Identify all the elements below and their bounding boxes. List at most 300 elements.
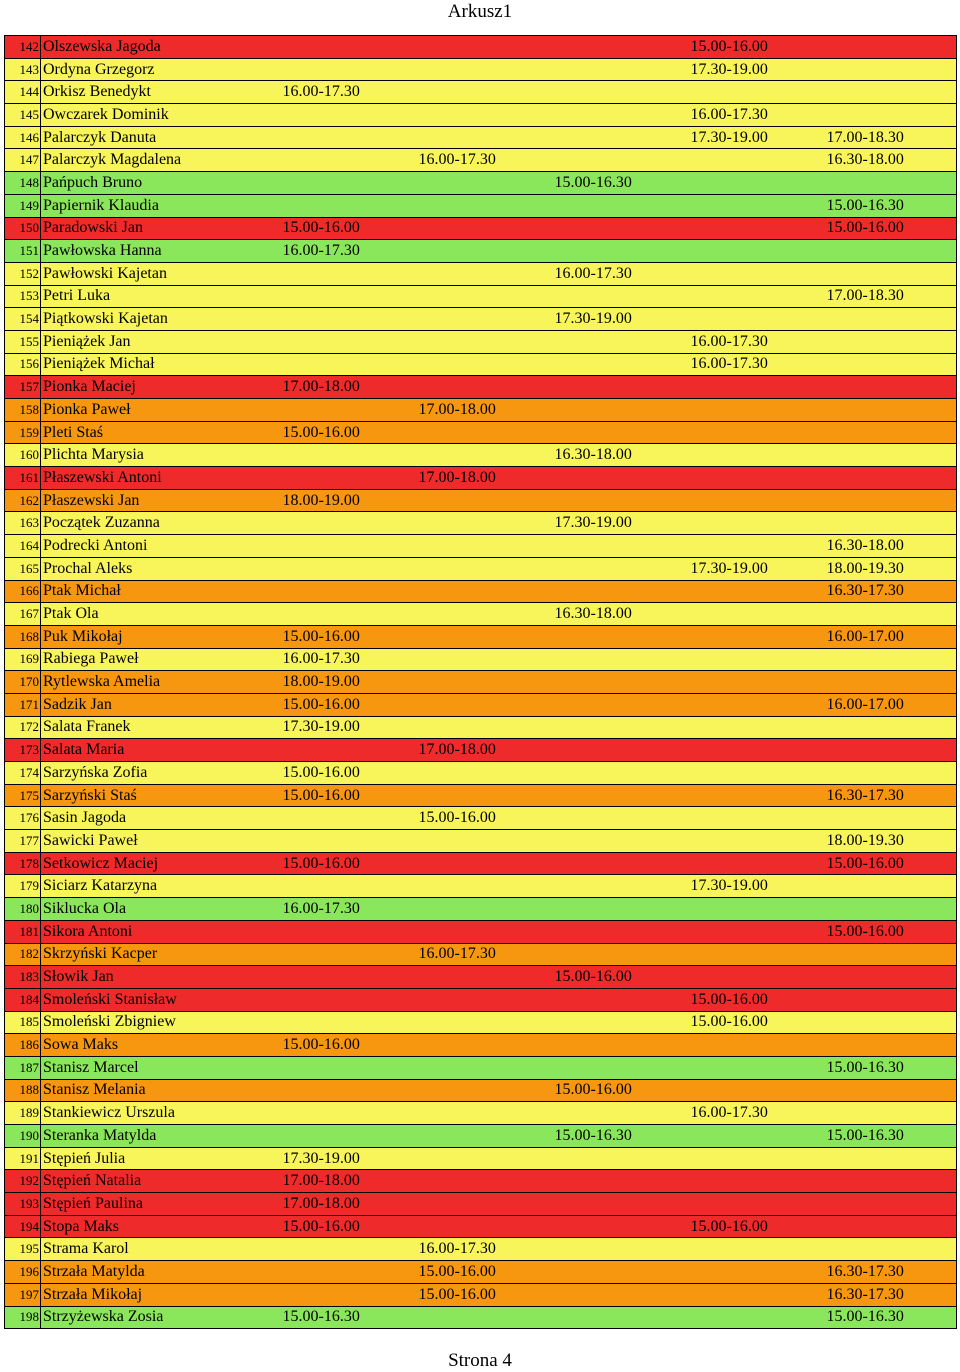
time-slot-cell [825,762,957,785]
student-name: Paradowski Jan [41,217,281,240]
time-slot-cell [825,58,957,81]
table-row [5,1238,957,1261]
student-name: Siciarz Katarzyna [41,875,281,898]
time-slot-cell: 16.00-17.30 [553,262,689,285]
time-slot-cell: 17.00-18.00 [417,399,553,422]
student-name: Stępień Paulina [41,1193,281,1216]
time-slot-cell [417,875,553,898]
row-number: 155 [5,330,41,353]
row-number: 152 [5,262,41,285]
time-slot-cell [553,1170,689,1193]
time-slot-cell [825,671,957,694]
table-row [5,830,957,853]
time-slot-cell [825,1034,957,1057]
student-name: Sadzik Jan [41,693,281,716]
student-name: Owczarek Dominik [41,104,281,127]
time-slot-cell: 15.00-16.00 [689,1215,825,1238]
table-row [5,1261,957,1284]
table-row [5,1011,957,1034]
time-slot-cell: 15.00-16.00 [281,762,417,785]
student-name: Papiernik Klaudia [41,194,281,217]
time-slot-cell [417,603,553,626]
row-number: 153 [5,285,41,308]
student-name: Ordyna Grzegorz [41,58,281,81]
time-slot-cell [281,36,417,59]
time-slot-cell [281,467,417,490]
time-slot-cell: 17.30-19.00 [689,126,825,149]
time-slot-cell [553,920,689,943]
time-slot-cell [417,1170,553,1193]
schedule-table [4,35,957,1329]
table-row [5,399,957,422]
time-slot-cell [281,580,417,603]
table-row [5,353,957,376]
student-name: Salata Maria [41,739,281,762]
time-slot-cell [689,1261,825,1284]
time-slot-cell [689,376,825,399]
time-slot-cell [689,421,825,444]
row-number: 181 [5,920,41,943]
table-row [5,966,957,989]
time-slot-cell [689,1238,825,1261]
time-slot-cell [553,943,689,966]
time-slot-cell [689,966,825,989]
time-slot-cell [689,444,825,467]
time-slot-cell [417,421,553,444]
time-slot-cell: 17.30-19.00 [281,716,417,739]
time-slot-cell [553,1283,689,1306]
time-slot-cell: 15.00-16.30 [825,1056,957,1079]
time-slot-cell [553,693,689,716]
time-slot-cell [553,762,689,785]
time-slot-cell [689,194,825,217]
time-slot-cell [689,81,825,104]
table-row [5,988,957,1011]
row-number: 180 [5,898,41,921]
time-slot-cell [281,58,417,81]
time-slot-cell [825,330,957,353]
student-name: Setkowicz Maciej [41,852,281,875]
time-slot-cell [553,467,689,490]
time-slot-cell [417,36,553,59]
student-name: Pieniążek Jan [41,330,281,353]
time-slot-cell [825,421,957,444]
time-slot-cell [417,308,553,331]
student-name: Palarczyk Danuta [41,126,281,149]
time-slot-cell: 15.00-16.00 [417,1261,553,1284]
student-name: Salata Franek [41,716,281,739]
time-slot-cell [281,1238,417,1261]
table-row [5,240,957,263]
student-name: Smoleński Zbigniew [41,1011,281,1034]
time-slot-cell [825,1170,957,1193]
time-slot-cell: 15.00-16.00 [281,693,417,716]
time-slot-cell [281,988,417,1011]
time-slot-cell [825,716,957,739]
time-slot-cell [689,807,825,830]
time-slot-cell: 17.30-19.00 [689,58,825,81]
time-slot-cell [417,648,553,671]
student-name: Sawicki Paweł [41,830,281,853]
time-slot-cell: 15.00-16.30 [825,194,957,217]
row-number: 168 [5,625,41,648]
student-name: Strzyżewska Zosia [41,1306,281,1329]
row-number: 172 [5,716,41,739]
time-slot-cell [689,1079,825,1102]
table-row [5,285,957,308]
time-slot-cell [281,308,417,331]
time-slot-cell: 17.30-19.00 [689,875,825,898]
student-name: Strama Karol [41,1238,281,1261]
time-slot-cell: 15.00-16.00 [689,1011,825,1034]
table-row [5,467,957,490]
time-slot-cell [281,557,417,580]
time-slot-cell [417,376,553,399]
row-number: 158 [5,399,41,422]
table-row [5,1079,957,1102]
time-slot-cell [553,399,689,422]
time-slot-cell: 15.00-16.30 [553,172,689,195]
time-slot-cell [825,1147,957,1170]
time-slot-cell [553,535,689,558]
time-slot-cell [825,1079,957,1102]
time-slot-cell [281,966,417,989]
row-number: 189 [5,1102,41,1125]
time-slot-cell [417,580,553,603]
student-name: Pańpuch Bruno [41,172,281,195]
time-slot-cell [417,625,553,648]
time-slot-cell [825,489,957,512]
time-slot-cell: 15.00-16.00 [281,625,417,648]
time-slot-cell [553,739,689,762]
row-number: 166 [5,580,41,603]
time-slot-cell: 16.00-17.30 [281,240,417,263]
time-slot-cell [417,1011,553,1034]
time-slot-cell [553,1034,689,1057]
row-number: 174 [5,762,41,785]
time-slot-cell [825,898,957,921]
table-row [5,149,957,172]
row-number: 146 [5,126,41,149]
time-slot-cell: 16.00-17.30 [689,1102,825,1125]
time-slot-cell: 16.30-18.00 [825,535,957,558]
time-slot-cell [689,580,825,603]
time-slot-cell [417,1102,553,1125]
time-slot-cell [825,1011,957,1034]
time-slot-cell: 18.00-19.30 [825,830,957,853]
time-slot-cell [281,1079,417,1102]
time-slot-cell [689,830,825,853]
row-number: 171 [5,693,41,716]
time-slot-cell: 17.30-19.00 [553,512,689,535]
table-row [5,104,957,127]
time-slot-cell [553,376,689,399]
student-name: Ptak Ola [41,603,281,626]
time-slot-cell: 16.00-17.00 [825,625,957,648]
time-slot-cell: 15.00-16.30 [281,1306,417,1329]
row-number: 190 [5,1125,41,1148]
table-row [5,376,957,399]
time-slot-cell: 17.00-18.00 [417,739,553,762]
table-row [5,716,957,739]
time-slot-cell: 17.30-19.00 [553,308,689,331]
time-slot-cell [553,625,689,648]
table-row [5,557,957,580]
time-slot-cell: 15.00-16.30 [825,1125,957,1148]
table-row [5,671,957,694]
time-slot-cell [281,353,417,376]
time-slot-cell [553,1261,689,1284]
time-slot-cell [417,444,553,467]
table-row [5,58,957,81]
time-slot-cell [825,104,957,127]
time-slot-cell [553,898,689,921]
table-row [5,1034,957,1057]
row-number: 149 [5,194,41,217]
time-slot-cell: 16.00-17.30 [281,81,417,104]
table-row [5,739,957,762]
student-name: Pionka Maciej [41,376,281,399]
time-slot-cell [689,467,825,490]
time-slot-cell: 17.00-18.00 [281,1170,417,1193]
time-slot-cell: 17.00-18.00 [417,467,553,490]
student-name: Początek Zuzanna [41,512,281,535]
time-slot-cell [825,36,957,59]
time-slot-cell [281,285,417,308]
time-slot-cell [281,262,417,285]
time-slot-cell [417,762,553,785]
time-slot-cell [417,217,553,240]
time-slot-cell: 15.00-16.00 [281,852,417,875]
page-footer: Strona 4 [448,1350,512,1371]
row-number: 194 [5,1215,41,1238]
time-slot-cell: 15.00-16.00 [281,784,417,807]
time-slot-cell [825,444,957,467]
student-name: Strzała Matylda [41,1261,281,1284]
time-slot-cell [689,535,825,558]
student-name: Płaszewski Jan [41,489,281,512]
table-row [5,535,957,558]
row-number: 157 [5,376,41,399]
time-slot-cell [689,240,825,263]
time-slot-cell: 15.00-16.00 [689,36,825,59]
time-slot-cell [417,693,553,716]
time-slot-cell [689,1125,825,1148]
time-slot-cell [825,1238,957,1261]
time-slot-cell [553,1011,689,1034]
time-slot-cell [417,920,553,943]
time-slot-cell: 15.00-16.00 [553,1079,689,1102]
time-slot-cell: 15.00-16.30 [553,1125,689,1148]
time-slot-cell [689,285,825,308]
time-slot-cell [825,1215,957,1238]
table-row [5,1125,957,1148]
time-slot-cell: 15.00-16.00 [825,852,957,875]
time-slot-cell [825,512,957,535]
time-slot-cell: 17.30-19.00 [281,1147,417,1170]
time-slot-cell: 16.00-17.30 [417,943,553,966]
row-number: 148 [5,172,41,195]
time-slot-cell [825,739,957,762]
time-slot-cell: 18.00-19.00 [281,671,417,694]
time-slot-cell: 15.00-16.00 [689,988,825,1011]
time-slot-cell [417,104,553,127]
row-number: 143 [5,58,41,81]
table-row [5,807,957,830]
time-slot-cell [281,330,417,353]
row-number: 170 [5,671,41,694]
time-slot-cell [417,1125,553,1148]
time-slot-cell [825,807,957,830]
time-slot-cell [553,81,689,104]
time-slot-cell [689,399,825,422]
table-row [5,1056,957,1079]
row-number: 142 [5,36,41,59]
table-row [5,421,957,444]
time-slot-cell: 16.00-17.30 [689,104,825,127]
time-slot-cell [825,648,957,671]
table-row [5,1283,957,1306]
row-number: 167 [5,603,41,626]
time-slot-cell: 17.00-18.30 [825,126,957,149]
row-number: 198 [5,1306,41,1329]
student-name: Pleti Staś [41,421,281,444]
row-number: 179 [5,875,41,898]
time-slot-cell [417,1215,553,1238]
time-slot-cell [281,512,417,535]
time-slot-cell [553,716,689,739]
table-row [5,943,957,966]
time-slot-cell [281,104,417,127]
time-slot-cell [825,353,957,376]
time-slot-cell [553,240,689,263]
time-slot-cell [689,943,825,966]
student-name: Puk Mikołaj [41,625,281,648]
table-body [5,36,957,1329]
sheet-title: Arkusz1 [447,1,513,22]
row-number: 169 [5,648,41,671]
table-row [5,1215,957,1238]
student-name: Plichta Marysia [41,444,281,467]
time-slot-cell [689,739,825,762]
time-slot-cell [689,693,825,716]
row-number: 150 [5,217,41,240]
row-number: 191 [5,1147,41,1170]
student-name: Orkisz Benedykt [41,81,281,104]
row-number: 182 [5,943,41,966]
row-number: 197 [5,1283,41,1306]
student-name: Stanisz Marcel [41,1056,281,1079]
time-slot-cell [553,104,689,127]
time-slot-cell [689,1193,825,1216]
time-slot-cell [553,285,689,308]
row-number: 185 [5,1011,41,1034]
time-slot-cell [417,1193,553,1216]
row-number: 156 [5,353,41,376]
student-name: Podrecki Antoni [41,535,281,558]
time-slot-cell [825,262,957,285]
time-slot-cell [417,58,553,81]
time-slot-cell [417,852,553,875]
time-slot-cell: 16.30-17.30 [825,580,957,603]
time-slot-cell [689,1034,825,1057]
time-slot-cell [553,353,689,376]
time-slot-cell [553,671,689,694]
table-row [5,875,957,898]
time-slot-cell [417,898,553,921]
time-slot-cell [553,149,689,172]
time-slot-cell [417,353,553,376]
time-slot-cell [417,262,553,285]
time-slot-cell [281,126,417,149]
time-slot-cell [417,330,553,353]
student-name: Steranka Matylda [41,1125,281,1148]
time-slot-cell [689,1283,825,1306]
student-name: Sarzyński Staś [41,784,281,807]
student-name: Stępień Julia [41,1147,281,1170]
table-row [5,1102,957,1125]
time-slot-cell: 17.00-18.00 [281,1193,417,1216]
student-name: Palarczyk Magdalena [41,149,281,172]
time-slot-cell [417,512,553,535]
time-slot-cell: 16.00-17.30 [417,1238,553,1261]
time-slot-cell [417,988,553,1011]
time-slot-cell: 15.00-16.00 [825,217,957,240]
time-slot-cell [281,943,417,966]
time-slot-cell [281,535,417,558]
time-slot-cell [417,716,553,739]
table-row [5,1170,957,1193]
time-slot-cell [553,36,689,59]
student-name: Siklucka Ola [41,898,281,921]
row-number: 163 [5,512,41,535]
time-slot-cell [553,784,689,807]
time-slot-cell: 16.30-17.30 [825,1261,957,1284]
time-slot-cell [825,308,957,331]
row-number: 144 [5,81,41,104]
time-slot-cell [417,830,553,853]
time-slot-cell [417,671,553,694]
row-number: 162 [5,489,41,512]
time-slot-cell: 18.00-19.30 [825,557,957,580]
row-number: 159 [5,421,41,444]
row-number: 154 [5,308,41,331]
row-number: 192 [5,1170,41,1193]
table-row [5,648,957,671]
table-row [5,784,957,807]
row-number: 187 [5,1056,41,1079]
time-slot-cell [689,149,825,172]
time-slot-cell [553,330,689,353]
row-number: 184 [5,988,41,1011]
time-slot-cell [689,762,825,785]
row-number: 161 [5,467,41,490]
time-slot-cell [689,217,825,240]
row-number: 195 [5,1238,41,1261]
student-name: Stanisz Melania [41,1079,281,1102]
row-number: 193 [5,1193,41,1216]
time-slot-cell [417,784,553,807]
time-slot-cell [281,1011,417,1034]
table-row [5,898,957,921]
time-slot-cell [281,1102,417,1125]
time-slot-cell [417,240,553,263]
time-slot-cell [825,603,957,626]
time-slot-cell: 16.00-17.30 [689,353,825,376]
row-number: 147 [5,149,41,172]
time-slot-cell [553,1147,689,1170]
time-slot-cell [553,648,689,671]
